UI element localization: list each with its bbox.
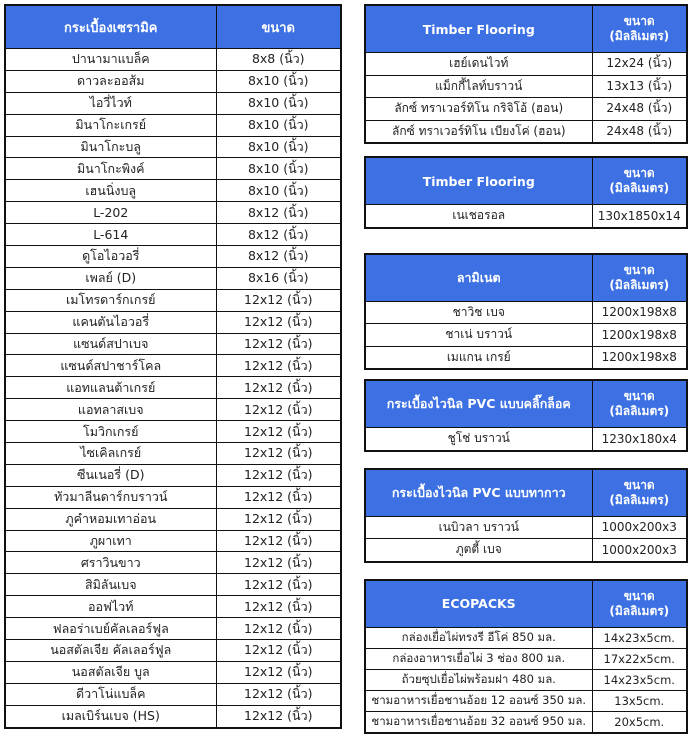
product-name-cell: แอทลาสเบจ xyxy=(5,399,216,421)
spec-table-body xyxy=(365,428,687,451)
product-size-cell: 12x12 (นิ้ว) xyxy=(216,464,341,486)
product-size-cell: 12x12 (นิ้ว) xyxy=(216,618,341,640)
product-size-cell: 8x10 (นิ้ว) xyxy=(216,180,341,202)
spec-table-header-row xyxy=(365,254,687,302)
table-row xyxy=(365,648,687,669)
table-row xyxy=(5,552,341,574)
product-name-cell: เนเชอรอล xyxy=(365,205,592,228)
product-name-cell: เพลย์ (D) xyxy=(5,267,216,289)
product-name-cell: นอสตัลเจีย คัลเลอร์ฟูล xyxy=(5,640,216,662)
table-row xyxy=(5,180,341,202)
table-row xyxy=(5,486,341,508)
table-row xyxy=(365,75,687,98)
product-name-cell: มินาโกะเกรย์ xyxy=(5,114,216,136)
size-header-line: ขนาด xyxy=(623,14,655,28)
product-name-cell: สิมิลันเบจ xyxy=(5,574,216,596)
table-row xyxy=(365,98,687,121)
spec-table-0 xyxy=(364,4,688,144)
ceramic-table-title: กระเบื้องเซรามิค xyxy=(5,5,216,49)
size-header-line: (มิลลิเมตร) xyxy=(609,29,670,43)
table-row xyxy=(5,355,341,377)
product-size-cell: 12x12 (นิ้ว) xyxy=(216,552,341,574)
product-name-cell: L-614 xyxy=(5,224,216,246)
product-size-cell: 1200x198x8 xyxy=(592,301,687,324)
product-size-cell: 13x13 (นิ้ว) xyxy=(592,75,687,98)
spec-table-title: กระเบื้องไวนิล PVC แบบทากาว xyxy=(365,469,592,517)
product-size-cell: 8x10 (นิ้ว) xyxy=(216,92,341,114)
table-row xyxy=(365,205,687,228)
spec-table-title: ลามิเนต xyxy=(365,254,592,302)
product-size-cell: 12x12 (นิ้ว) xyxy=(216,640,341,662)
product-size-cell: 1000x200x3 xyxy=(592,516,687,539)
spec-table-3 xyxy=(364,379,688,452)
table-row xyxy=(5,202,341,224)
product-size-cell: 8x12 (นิ้ว) xyxy=(216,224,341,246)
left-column xyxy=(4,4,340,734)
table-row xyxy=(5,289,341,311)
product-size-cell: 8x12 (นิ้ว) xyxy=(216,202,341,224)
product-name-cell: ทัวมาลีนดาร์กบราวน์ xyxy=(5,486,216,508)
table-row xyxy=(5,508,341,530)
product-size-cell: 8x12 (นิ้ว) xyxy=(216,246,341,268)
product-size-cell: 12x12 (นิ้ว) xyxy=(216,377,341,399)
size-header-line: ขนาด xyxy=(623,389,655,403)
spec-table-1 xyxy=(364,156,688,229)
product-size-cell: 12x12 (นิ้ว) xyxy=(216,705,341,727)
spec-table-header-row xyxy=(365,5,687,53)
table-row xyxy=(365,711,687,733)
size-header-line: ขนาด xyxy=(261,20,295,36)
product-name-cell: ดูโอไอวอรี่ xyxy=(5,246,216,268)
table-row xyxy=(5,377,341,399)
table-row xyxy=(5,661,341,683)
table-row xyxy=(365,346,687,369)
table-row xyxy=(5,158,341,180)
ceramic-table-header-row xyxy=(5,5,341,49)
spec-table-header-row xyxy=(365,469,687,517)
product-name-cell: ลักซ์ ทราเวอร์ทิโน เบียงโค่ (ฮอน) xyxy=(365,120,592,143)
table-row xyxy=(5,618,341,640)
product-name-cell: ออฟไวท์ xyxy=(5,596,216,618)
spec-table-body xyxy=(365,627,687,733)
size-header-line: (มิลลิเมตร) xyxy=(609,603,670,618)
table-row xyxy=(5,267,341,289)
product-size-cell: 24x48 (นิ้ว) xyxy=(592,98,687,121)
product-size-cell: 12x12 (นิ้ว) xyxy=(216,530,341,552)
product-size-cell: 12x24 (นิ้ว) xyxy=(592,53,687,76)
product-name-cell: ศราวินขาว xyxy=(5,552,216,574)
product-name-cell: ถ้วยซุปเยื่อไผ่พร้อมฝา 480 มล. xyxy=(365,669,592,690)
product-name-cell: ลักซ์ ทราเวอร์ทิโน กริจิโอ้ (ฮอน) xyxy=(365,98,592,121)
product-name-cell: โมวิกเกรย์ xyxy=(5,421,216,443)
table-row xyxy=(5,224,341,246)
product-size-cell: 12x12 (นิ้ว) xyxy=(216,333,341,355)
spec-size-column-header xyxy=(592,254,687,302)
product-name-cell: ชาเน่ บราวน์ xyxy=(365,324,592,347)
table-row xyxy=(5,333,341,355)
product-name-cell: ฟลอร่าเบย์คัลเลอร์ฟูล xyxy=(5,618,216,640)
table-row xyxy=(5,92,341,114)
product-size-cell: 12x12 (นิ้ว) xyxy=(216,661,341,683)
spec-size-column-header xyxy=(592,469,687,517)
product-name-cell: แม็กกี้ไลท์บราวน์ xyxy=(365,75,592,98)
table-row xyxy=(365,120,687,143)
product-size-cell: 12x12 (นิ้ว) xyxy=(216,289,341,311)
product-size-cell: 12x12 (นิ้ว) xyxy=(216,399,341,421)
product-name-cell: ชาวิช เบจ xyxy=(365,301,592,324)
product-name-cell: ไซเคิลเกรย์ xyxy=(5,443,216,465)
product-name-cell: แคนตันไอวอรี่ xyxy=(5,311,216,333)
product-size-cell: 1200x198x8 xyxy=(592,324,687,347)
product-name-cell: กล่องเยื่อไผ่ทรงรี อีโค่ 850 มล. xyxy=(365,627,592,648)
table-row xyxy=(365,428,687,451)
spec-table-title: ECOPACKS xyxy=(365,580,592,628)
product-size-cell: 12x12 (นิ้ว) xyxy=(216,443,341,465)
product-name-cell: เมโทรดาร์กเกรย์ xyxy=(5,289,216,311)
table-row xyxy=(5,574,341,596)
table-row xyxy=(365,627,687,648)
table-row xyxy=(365,516,687,539)
product-name-cell: L-202 xyxy=(5,202,216,224)
product-size-cell: 12x12 (นิ้ว) xyxy=(216,574,341,596)
spec-table-body xyxy=(365,516,687,562)
spec-size-column-header xyxy=(592,380,687,428)
product-size-cell: 12x12 (นิ้ว) xyxy=(216,355,341,377)
size-header-line: ขนาด xyxy=(623,166,655,180)
product-size-cell: 130x1850x14 xyxy=(592,205,687,228)
product-size-cell: 8x10 (นิ้ว) xyxy=(216,114,341,136)
product-name-cell: นอสตัลเจีย บูล xyxy=(5,661,216,683)
product-name-cell: เนบิวลา บราวน์ xyxy=(365,516,592,539)
product-name-cell: มินาโกะพิงค์ xyxy=(5,158,216,180)
product-name-cell: มินาโกะบลู xyxy=(5,136,216,158)
spec-table-header-row xyxy=(365,580,687,628)
product-name-cell: ภูคำหอมเทาอ่อน xyxy=(5,508,216,530)
spec-table-4 xyxy=(364,468,688,563)
product-name-cell: แซนด์สปาเบจ xyxy=(5,333,216,355)
size-header-line: (มิลลิเมตร) xyxy=(609,404,670,418)
table-row xyxy=(5,705,341,727)
table-row xyxy=(365,669,687,690)
table-row xyxy=(5,530,341,552)
product-size-cell: 12x12 (นิ้ว) xyxy=(216,508,341,530)
size-header-line: ขนาด xyxy=(623,588,655,603)
product-name-cell: ซีนเนอรี่ (D) xyxy=(5,464,216,486)
spec-table-2 xyxy=(364,253,688,371)
product-size-cell: 1230x180x4 xyxy=(592,428,687,451)
product-size-cell: 12x12 (นิ้ว) xyxy=(216,596,341,618)
product-size-cell: 13x5cm. xyxy=(592,690,687,711)
ceramic-size-column-header xyxy=(216,5,341,49)
size-header-line: (มิลลิเมตร) xyxy=(609,181,670,195)
table-row xyxy=(5,70,341,92)
table-row xyxy=(5,49,341,71)
product-size-cell: 8x10 (นิ้ว) xyxy=(216,70,341,92)
table-row xyxy=(5,136,341,158)
table-row xyxy=(5,114,341,136)
table-row xyxy=(5,399,341,421)
size-header-line: (มิลลิเมตร) xyxy=(609,277,670,292)
product-name-cell: ปานามาแบล็ค xyxy=(5,49,216,71)
size-header-line: ขนาด xyxy=(623,477,655,492)
table-row xyxy=(365,53,687,76)
product-size-cell: 17x22x5cm. xyxy=(592,648,687,669)
spec-table-body xyxy=(365,205,687,228)
table-row xyxy=(5,246,341,268)
spec-table-body xyxy=(365,53,687,144)
table-row xyxy=(5,311,341,333)
product-size-cell: 8x8 (นิ้ว) xyxy=(216,49,341,71)
product-size-cell: 8x16 (นิ้ว) xyxy=(216,267,341,289)
product-name-cell: ไอวี่ไวท์ xyxy=(5,92,216,114)
product-size-cell: 12x12 (นิ้ว) xyxy=(216,683,341,705)
product-size-cell: 14x23x5cm. xyxy=(592,669,687,690)
table-row xyxy=(365,690,687,711)
table-row xyxy=(5,596,341,618)
spec-table-title: Timber Flooring xyxy=(365,5,592,53)
product-name-cell: ดาวละออส้ม xyxy=(5,70,216,92)
product-name-cell: ชูโช่ บราวน์ xyxy=(365,428,592,451)
product-size-cell: 1000x200x3 xyxy=(592,539,687,562)
product-size-cell: 24x48 (นิ้ว) xyxy=(592,120,687,143)
right-column xyxy=(364,4,686,734)
spec-table-header-row xyxy=(365,380,687,428)
table-row xyxy=(5,464,341,486)
table-row xyxy=(5,683,341,705)
product-name-cell: กล่องอาหารเยื่อไผ่ 3 ช่อง 800 มล. xyxy=(365,648,592,669)
table-row xyxy=(365,301,687,324)
product-name-cell: แซนด์สปาชาร์โคล xyxy=(5,355,216,377)
product-name-cell: เฮย์เดนไวท์ xyxy=(365,53,592,76)
spec-table-body xyxy=(365,301,687,369)
product-size-cell: 12x12 (นิ้ว) xyxy=(216,421,341,443)
product-name-cell: เมลเบิร์นเบจ (HS) xyxy=(5,705,216,727)
ceramic-table xyxy=(4,4,342,729)
product-size-cell: 1200x198x8 xyxy=(592,346,687,369)
table-row xyxy=(365,324,687,347)
product-name-cell: ดีวาโน่แบล็ค xyxy=(5,683,216,705)
spec-size-column-header xyxy=(592,580,687,628)
table-row xyxy=(5,421,341,443)
table-row xyxy=(5,640,341,662)
spec-table-header-row xyxy=(365,157,687,205)
table-row xyxy=(5,443,341,465)
product-name-cell: ภูตตี้ เบจ xyxy=(365,539,592,562)
ceramic-table-body xyxy=(5,49,341,728)
product-name-cell: แอทแลนต้าเกรย์ xyxy=(5,377,216,399)
spec-table-title: กระเบื้องไวนิล PVC แบบคลิ๊กล็อค xyxy=(365,380,592,428)
table-row xyxy=(365,539,687,562)
product-size-cell: 12x12 (นิ้ว) xyxy=(216,311,341,333)
product-name-cell: เมแกน เกรย์ xyxy=(365,346,592,369)
product-size-cell: 8x10 (นิ้ว) xyxy=(216,136,341,158)
spec-size-column-header xyxy=(592,5,687,53)
product-name-cell: ชามอาหารเยื่อชานอ้อย 12 ออนซ์ 350 มล. xyxy=(365,690,592,711)
product-name-cell: เฮนนิ่งบลู xyxy=(5,180,216,202)
size-header-line: ขนาด xyxy=(623,262,655,277)
spec-table-5 xyxy=(364,579,688,734)
spec-size-column-header xyxy=(592,157,687,205)
spec-table-title: Timber Flooring xyxy=(365,157,592,205)
size-header-line: (มิลลิเมตร) xyxy=(609,492,670,507)
product-name-cell: ชามอาหารเยื่อชานอ้อย 32 ออนซ์ 950 มล. xyxy=(365,711,592,733)
product-size-cell: 8x10 (นิ้ว) xyxy=(216,158,341,180)
product-size-cell: 20x5cm. xyxy=(592,711,687,733)
product-size-cell: 12x12 (นิ้ว) xyxy=(216,486,341,508)
product-name-cell: ภูผาเทา xyxy=(5,530,216,552)
product-size-cell: 14x23x5cm. xyxy=(592,627,687,648)
